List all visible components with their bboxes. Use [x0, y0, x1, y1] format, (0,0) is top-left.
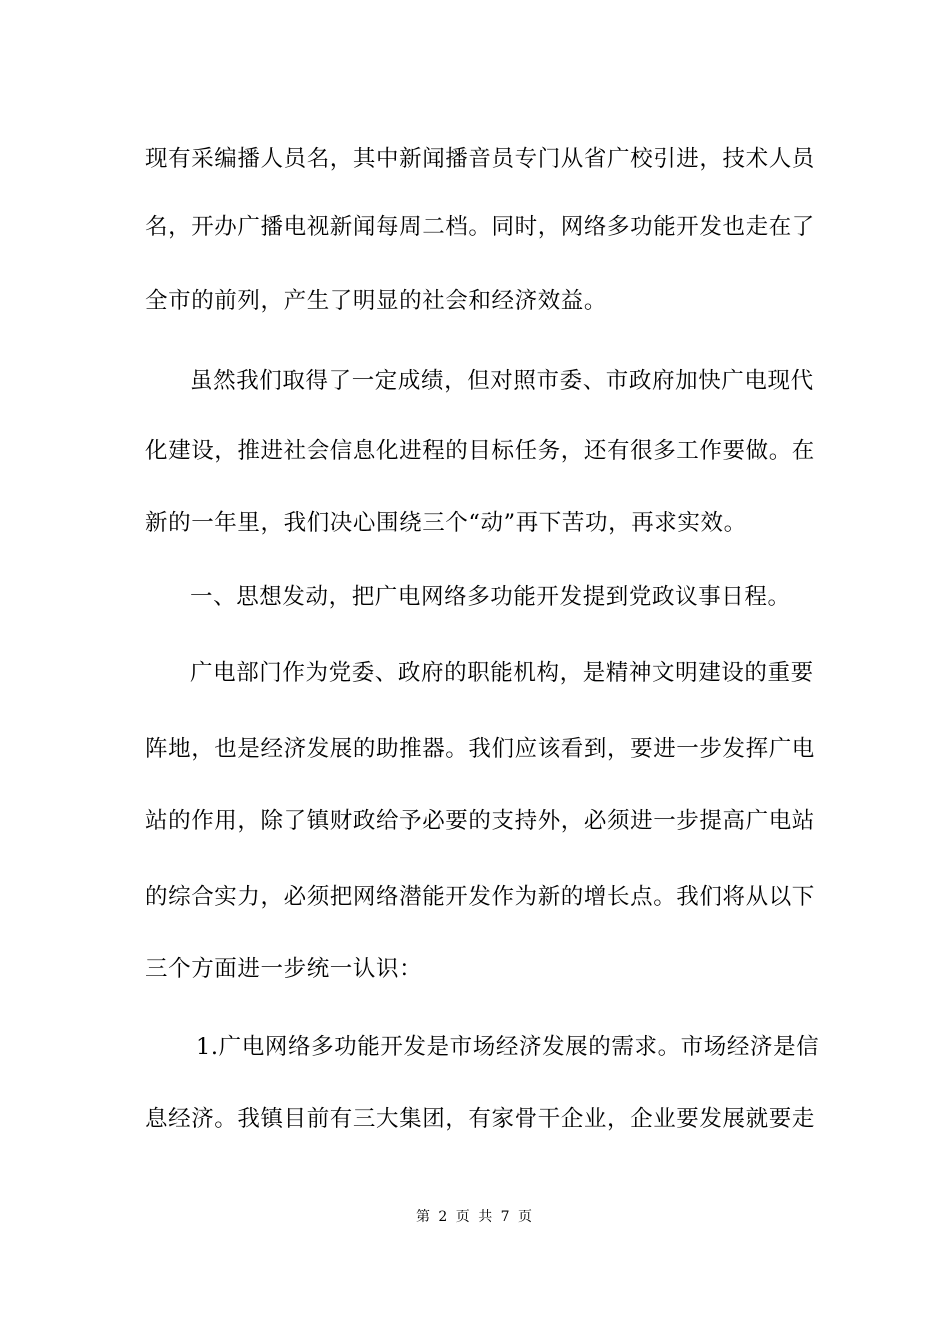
- paragraph-first-line: 虽然我们取得了一定成绩，但对照市委、市政府加快广电现代: [190, 368, 814, 394]
- text-line: 名，开办广播电视新闻每周二档。同时，网络多功能开发也走在了: [145, 214, 815, 240]
- text-line: 三个方面进一步统一认识：: [145, 956, 423, 982]
- text-line: 的综合实力，必须把网络潜能开发作为新的增长点。我们将从以下: [145, 884, 815, 910]
- text-line: 息经济。我镇目前有三大集团，有家骨干企业，企业要发展就要走: [145, 1106, 815, 1132]
- text-line: 阵地，也是经济发展的助推器。我们应该看到，要进一步发挥广电: [145, 736, 815, 762]
- text-line: 全市的前列，产生了明显的社会和经济效益。: [145, 288, 608, 314]
- page-number-footer: 第 2 页 共 7 页: [415, 1209, 535, 1225]
- text-line: 现有采编播人员名，其中新闻播音员专门从省广校引进，技术人员: [145, 146, 815, 172]
- text-line: 站的作用，除了镇财政给予必要的支持外，必须进一步提高广电站: [145, 808, 815, 834]
- text-line: 化建设，推进社会信息化进程的目标任务，还有很多工作要做。在: [145, 438, 815, 464]
- paragraph-first-line: 广电部门作为党委、政府的职能机构，是精神文明建设的重要: [190, 660, 814, 686]
- text-line: 新的一年里，我们决心围绕三个“动”再下苦功，再求实效。: [145, 510, 747, 536]
- paragraph-first-line: 1.广电网络多功能开发是市场经济发展的需求。市场经济是信: [196, 1034, 820, 1060]
- section-heading: 一、思想发动，把广电网络多功能开发提到党政议事日程。: [190, 584, 791, 610]
